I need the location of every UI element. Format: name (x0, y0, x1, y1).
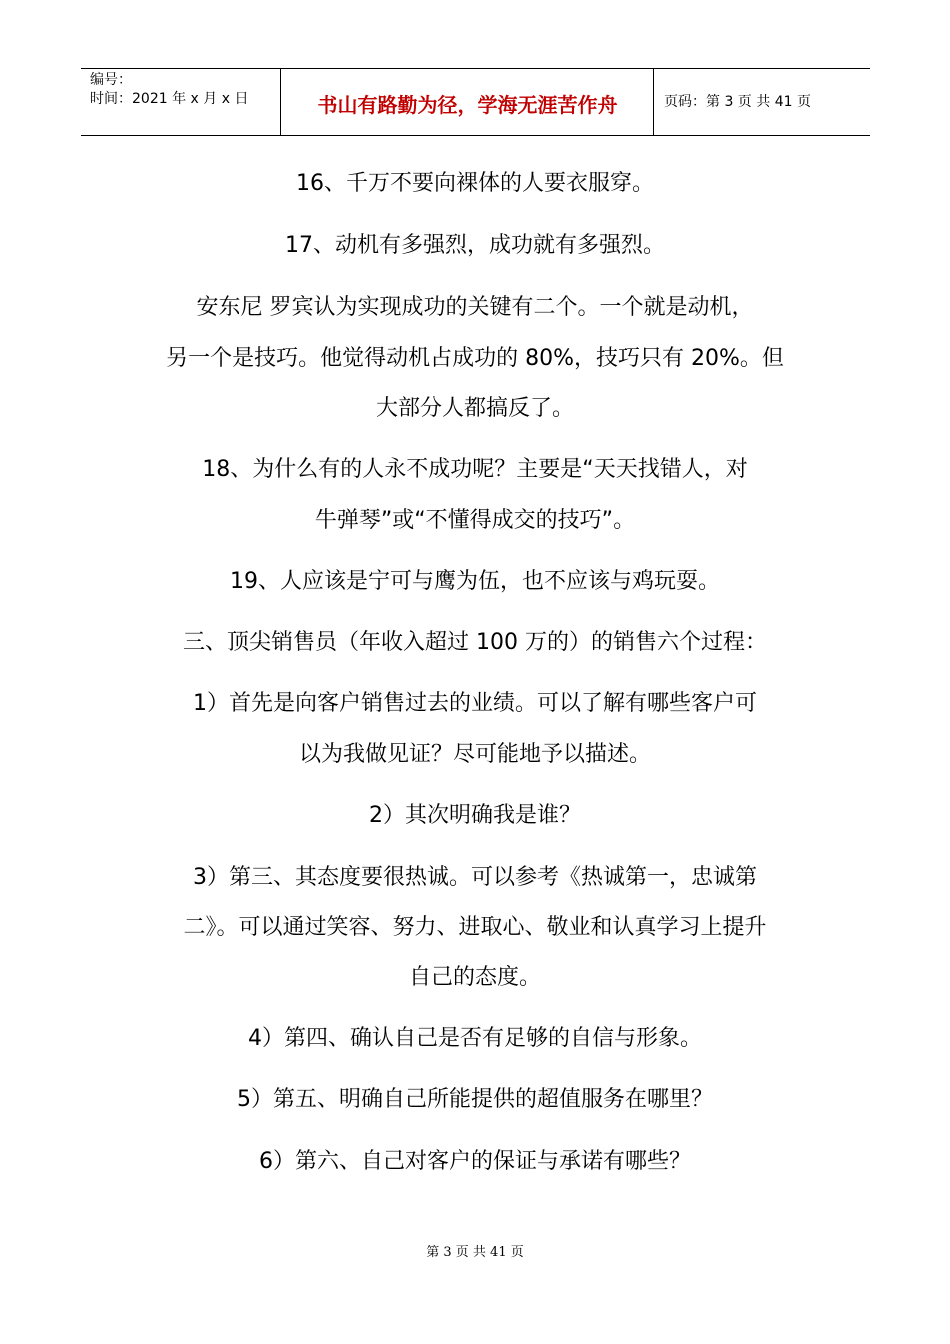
body-line: 5）第五、明确自己所能提供的超值服务在哪里？ (237, 1087, 713, 1112)
body-line: 二》。可以通过笑容、努力、进取心、敬业和认真学习上提升 (183, 915, 767, 940)
body-line: 18、为什么有的人永不成功呢？主要是“天天找错人，对 (202, 457, 748, 482)
page-footer: 第 3 页 共 41 页 (426, 1245, 524, 1260)
body-line: 1）首先是向客户销售过去的业绩。可以了解有哪些客户可 (193, 691, 757, 716)
body-line: 另一个是技巧。他觉得动机占成功的 80%，技巧只有 20%。但 (166, 346, 784, 371)
header-motto-cell (281, 69, 654, 135)
body-line: 以为我做见证？尽可能地予以描述。 (298, 742, 651, 767)
header-meta-cell (81, 69, 281, 135)
header-motto: 书山有路勤为径，学海无涯苦作舟 (317, 93, 618, 117)
header-page-info: 页码：第 3 页 共 41 页 (664, 94, 811, 110)
body-line: 16、千万不要向裸体的人要衣服穿。 (296, 171, 654, 196)
document-number-label: 编号： (90, 72, 132, 88)
body-line: 19、人应该是宁可与鹰为伍，也不应该与鸡玩耍。 (230, 569, 720, 594)
body-line: 4）第四、确认自己是否有足够的自信与形象。 (248, 1026, 702, 1051)
header-page-cell (654, 69, 870, 135)
body-line: 安东尼 罗宾认为实现成功的关键有二个。一个就是动机， (196, 295, 754, 320)
body-line: 2）其次明确我是谁？ (369, 803, 581, 828)
body-line: 17、动机有多强烈，成功就有多强烈。 (285, 233, 665, 258)
body-line: 3）第三、其态度要很热诚。可以参考《热诚第一，忠诚第 (193, 865, 757, 890)
body-line: 自己的态度。 (408, 965, 541, 990)
body-line: 大部分人都搞反了。 (375, 396, 574, 421)
document-date-label: 时间：2021 年 x 月 x 日 (90, 91, 249, 107)
body-line: 牛弹琴”或“不懂得成交的技巧”。 (314, 508, 636, 533)
body-line: 三、顶尖销售员（年收入超过 100 万的）的销售六个过程： (183, 630, 767, 655)
body-line: 6）第六、自己对客户的保证与承诺有哪些？ (259, 1149, 691, 1174)
page-header (81, 68, 870, 136)
